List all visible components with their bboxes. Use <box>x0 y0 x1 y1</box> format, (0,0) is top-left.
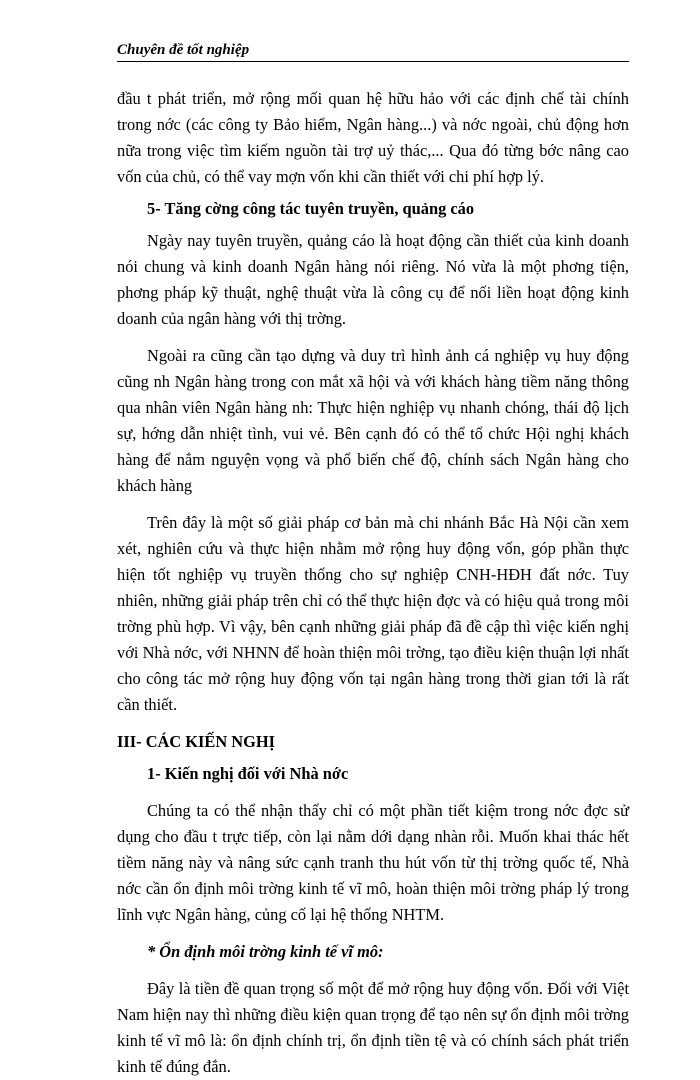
document-body <box>117 86 629 1080</box>
paragraph-continuation: đầu t phát triển, mở rộng mối quan hệ hữu hảo với các định chế tài chính trong nớc (các công ty Bảo hiểm, Ngân hàng...) và nớc ngoài, chủ động hơn nữa trong việc tìm kiếm nguồn tài trợ uỷ thác,... Qua đó từng bớc nâng cao vốn của chủ, có thể vay mợn vốn khi cần thiết với chi phí hợp lý. <box>117 89 629 186</box>
subsection-heading-1: 1- Kiến nghị đối với Nhà nớc <box>147 764 349 783</box>
page-header <box>117 41 629 62</box>
paragraph-macro-stability: Đây là tiền đề quan trọng số một để mở rộng huy động vốn. Đối với Việt Nam hiện nay thì những điều kiện quan trọng để tạo nên sự ổn định môi trờng kinh tế vĩ mô là: ổn định chính trị, ổn định tiền tệ và có chính sách phát triển kinh tế đúng đắn. <box>117 979 629 1076</box>
subheading-macro-stability: * Ổn định môi trờng kinh tế vĩ mô: <box>147 942 384 961</box>
paragraph-advertising: Ngày nay tuyên truyền, quảng cáo là hoạt động cần thiết của kinh doanh nói chung và kinh doanh Ngân hàng nói riêng. Nó vừa là một phơng tiện, phơng pháp kỹ thuật, nghệ thuật vừa là công cụ để nối liền hoạt động kinh doanh của ngân hàng với thị trờng. <box>117 231 629 328</box>
paragraph-state-recommendation: Chúng ta có thể nhận thấy chỉ có một phần tiết kiệm trong nớc đợc sử dụng cho đầu t trực tiếp, còn lại nằm dới dạng nhàn rỗi. Muốn khai thác hết tiềm năng này và nâng sức cạnh tranh thu hút vốn từ thị trờng quốc tế, Nhà nớc cần ổn định môi trờng kinh tế vĩ mô, hoàn thiện môi trờng pháp lý trong lĩnh vực Ngân hàng, củng cố lại hệ thống NHTM. <box>117 801 629 924</box>
paragraph-summary: Trên đây là một số giải pháp cơ bản mà chi nhánh Bắc Hà Nội cần xem xét, nghiên cứu và thực hiện nhằm mở rộng huy động vốn, góp phần thực hiện tốt nghiệp vụ truyền thống cho sự nghiệp CNH-HĐH đất nớc. Tuy nhiên, những giải pháp trên chỉ có thể thực hiện đợc và có hiệu quả trong môi trờng phù hợp. Vì vậy, bên cạnh những giải pháp đã đề cập thì việc kiến nghị với Nhà nớc, với NHNN để hoàn thiện môi trờng, tạo điều kiện thuận lợi nhất cho công tác mở rộng huy động vốn tại ngân hàng trong thời gian tới là rất cần thiết. <box>117 513 629 714</box>
section-heading-5: 5- Tăng cờng công tác tuyên truyền, quảng cáo <box>147 199 475 218</box>
section-heading-iii: III- CÁC KIẾN NGHỊ <box>117 732 276 751</box>
paragraph-image-building: Ngoài ra cũng cần tạo dựng và duy trì hình ảnh cá nghiệp vụ huy động cũng nh Ngân hàng trong con mắt xã hội và với khách hàng tiềm năng thông qua nhân viên Ngân hàng nh: Thực hiện nghiệp vụ nhanh chóng, thái độ lịch sự, hớng dẫn nhiệt tình, vui vẻ. Bên cạnh đó có thể tổ chức Hội nghị khách hàng để nắm nguyện vọng và phổ biến chế độ, chính sách Ngân hàng cho khách hàng <box>117 346 629 495</box>
header-title: Chuyên đề tốt nghiệp <box>117 42 250 58</box>
